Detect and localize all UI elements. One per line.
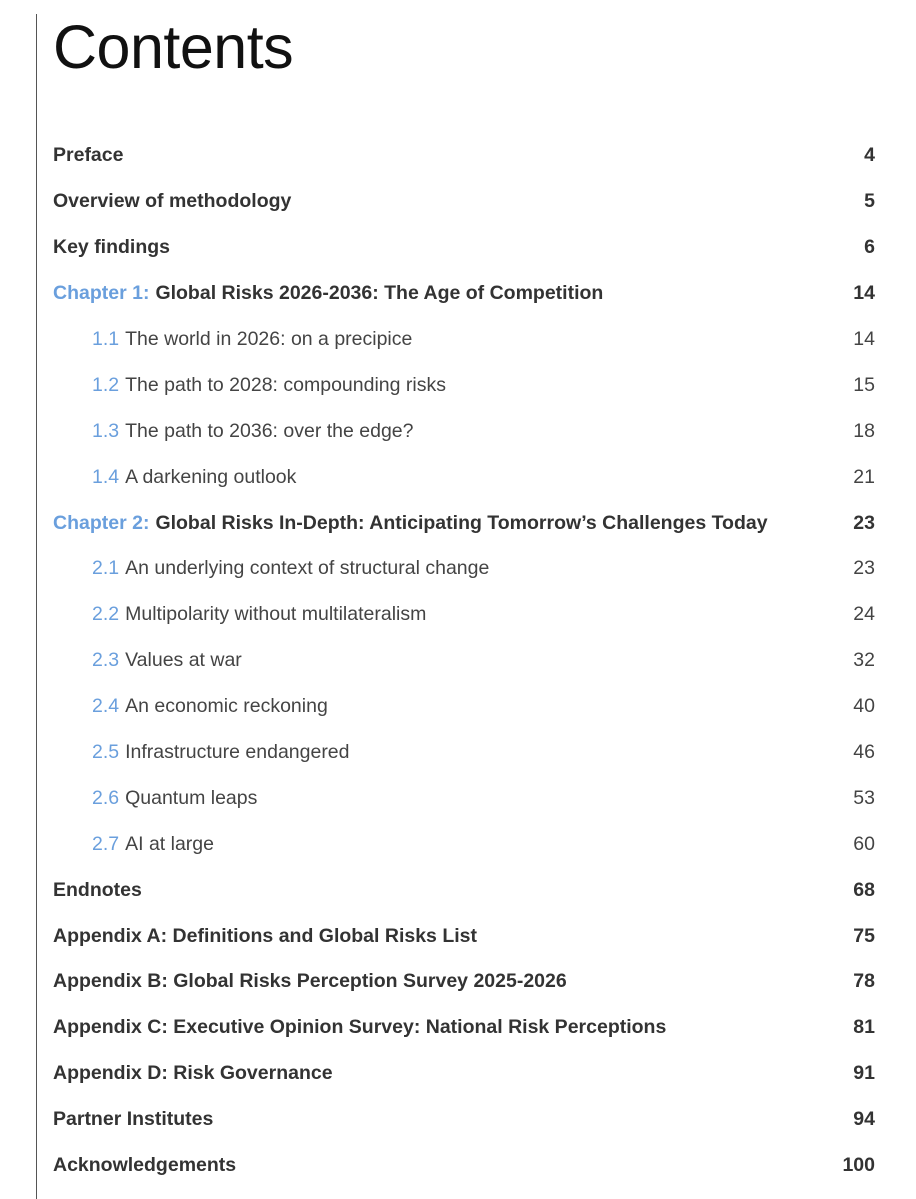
toc-entry-text: Multipolarity without multilateralism (125, 603, 427, 626)
toc-entry-label (53, 879, 875, 902)
toc-entry-number: Chapter 1: (53, 282, 150, 305)
toc-entry-text: AI at large (125, 832, 214, 855)
toc-entry-number: 1.1 (92, 328, 120, 350)
toc-entry-label (92, 695, 875, 718)
toc-page-number: 23 (853, 557, 875, 580)
toc-entry-text: Endnotes (53, 878, 142, 901)
toc-subentry[interactable] (53, 362, 875, 408)
toc-page-number: 40 (853, 695, 875, 718)
toc-entry[interactable] (53, 500, 875, 546)
toc-entry-label (92, 420, 875, 443)
toc-entry[interactable] (53, 133, 875, 179)
toc-page-number: 24 (853, 603, 875, 626)
toc-entry-number: 2.1 (92, 557, 120, 580)
toc-entry-label (53, 1016, 875, 1039)
toc-page-number: 100 (842, 1154, 875, 1177)
toc-entry-text: The path to 2028: compounding risks (125, 373, 446, 396)
toc-page-number: 75 (853, 924, 875, 947)
toc-subentry[interactable] (53, 775, 875, 821)
toc-entry-number: 2.6 (92, 786, 120, 809)
toc-entry-label (53, 925, 875, 948)
toc-entry[interactable] (53, 271, 875, 317)
toc-subentry[interactable] (53, 546, 875, 592)
toc-entry-number: 1.4 (92, 465, 120, 488)
toc-page-number: 21 (853, 465, 875, 488)
toc-entry-number: Chapter 2: (53, 511, 150, 534)
toc-entry-text: A darkening outlook (125, 465, 297, 488)
toc-entry-text: Overview of methodology (53, 190, 292, 213)
toc-page-number: 32 (853, 649, 875, 672)
toc-entry-label (92, 466, 875, 489)
toc-entry-text: Preface (53, 144, 124, 167)
toc-entry-text: An economic reckoning (125, 695, 328, 718)
toc-page-number: 60 (853, 832, 875, 855)
toc-subentry[interactable] (53, 684, 875, 730)
toc-entry-number: 2.5 (92, 741, 120, 764)
toc-entry-text: Appendix C: Executive Opinion Survey: National Risk Perceptions (53, 1016, 667, 1039)
toc-entry-label (53, 1154, 875, 1177)
table-of-contents (53, 133, 875, 1188)
toc-entry-number: 1.3 (92, 419, 120, 442)
left-margin-rule (36, 14, 37, 1199)
toc-entry-number: 2.7 (92, 832, 120, 855)
toc-subentry[interactable] (53, 408, 875, 454)
toc-entry-text: Appendix B: Global Risks Perception Survey 2025-2026 (53, 970, 567, 993)
toc-entry-text: The path to 2036: over the edge? (125, 419, 414, 442)
toc-entry[interactable] (53, 225, 875, 271)
toc-page-number: 78 (853, 970, 875, 993)
toc-entry-text: Appendix D: Risk Governance (53, 1062, 333, 1085)
toc-subentry[interactable] (53, 454, 875, 500)
toc-entry-text: Global Risks 2026-2036: The Age of Competition (155, 282, 604, 305)
toc-entry-number: 2.3 (92, 649, 120, 672)
toc-page-number: 4 (864, 144, 875, 167)
toc-page-number: 6 (864, 236, 875, 259)
toc-page-number: 5 (864, 190, 875, 213)
toc-entry-number: 1.2 (92, 373, 120, 396)
toc-subentry[interactable] (53, 638, 875, 684)
toc-entry-text: Global Risks In-Depth: Anticipating Tomorrow’s Challenges Today (155, 511, 768, 534)
toc-page-number: 94 (853, 1108, 875, 1131)
toc-entry[interactable] (53, 1005, 875, 1051)
toc-entry-label (53, 144, 875, 167)
toc-entry-label (92, 603, 875, 626)
toc-entry-label (53, 512, 875, 535)
toc-page-number: 14 (853, 328, 875, 350)
toc-entry-label (53, 1108, 875, 1131)
toc-entry-text: Quantum leaps (125, 786, 258, 809)
toc-entry-text: An underlying context of structural change (125, 557, 490, 580)
toc-entry-label (53, 190, 875, 213)
toc-subentry[interactable] (53, 730, 875, 776)
toc-page-number: 53 (853, 786, 875, 809)
toc-entry[interactable] (53, 1051, 875, 1097)
toc-subentry[interactable] (53, 592, 875, 638)
toc-entry-label (92, 741, 875, 764)
toc-entry-text: Acknowledgements (53, 1154, 237, 1177)
toc-entry-label (92, 557, 875, 580)
toc-entry-label (53, 236, 875, 259)
toc-entry-label (53, 970, 875, 993)
toc-entry-text: Key findings (53, 236, 171, 259)
toc-entry-text: Infrastructure endangered (125, 741, 350, 764)
toc-subentry[interactable] (53, 821, 875, 867)
toc-entry-text: The world in 2026: on a precipice (125, 328, 413, 350)
toc-entry-label (53, 1062, 875, 1085)
toc-entry[interactable] (53, 867, 875, 913)
toc-entry[interactable] (53, 1097, 875, 1143)
toc-page-number: 14 (853, 282, 875, 305)
toc-entry-label (92, 649, 875, 672)
toc-page-number: 81 (853, 1016, 875, 1039)
toc-entry[interactable] (53, 179, 875, 225)
toc-entry-number: 2.4 (92, 695, 120, 718)
toc-entry-text: Appendix A: Definitions and Global Risks List (53, 924, 477, 947)
toc-entry-number: 2.2 (92, 603, 120, 626)
toc-entry-label (92, 833, 875, 856)
toc-entry-label (92, 787, 875, 810)
toc-entry-label (53, 282, 875, 305)
toc-page-number: 23 (853, 511, 875, 534)
toc-entry-label (92, 328, 875, 351)
toc-page-number: 46 (853, 741, 875, 764)
toc-entry[interactable] (53, 913, 875, 959)
toc-subentry[interactable] (53, 317, 875, 363)
toc-page-number: 68 (853, 878, 875, 901)
toc-entry[interactable] (53, 959, 875, 1005)
toc-entry-label (92, 374, 875, 397)
page-title: Contents (53, 13, 294, 81)
toc-entry-text: Values at war (125, 649, 242, 672)
toc-page-number: 18 (853, 419, 875, 442)
toc-page-number: 15 (853, 373, 875, 396)
toc-entry[interactable] (53, 1143, 875, 1189)
toc-page-number: 91 (853, 1062, 875, 1085)
toc-entry-text: Partner Institutes (53, 1108, 214, 1131)
